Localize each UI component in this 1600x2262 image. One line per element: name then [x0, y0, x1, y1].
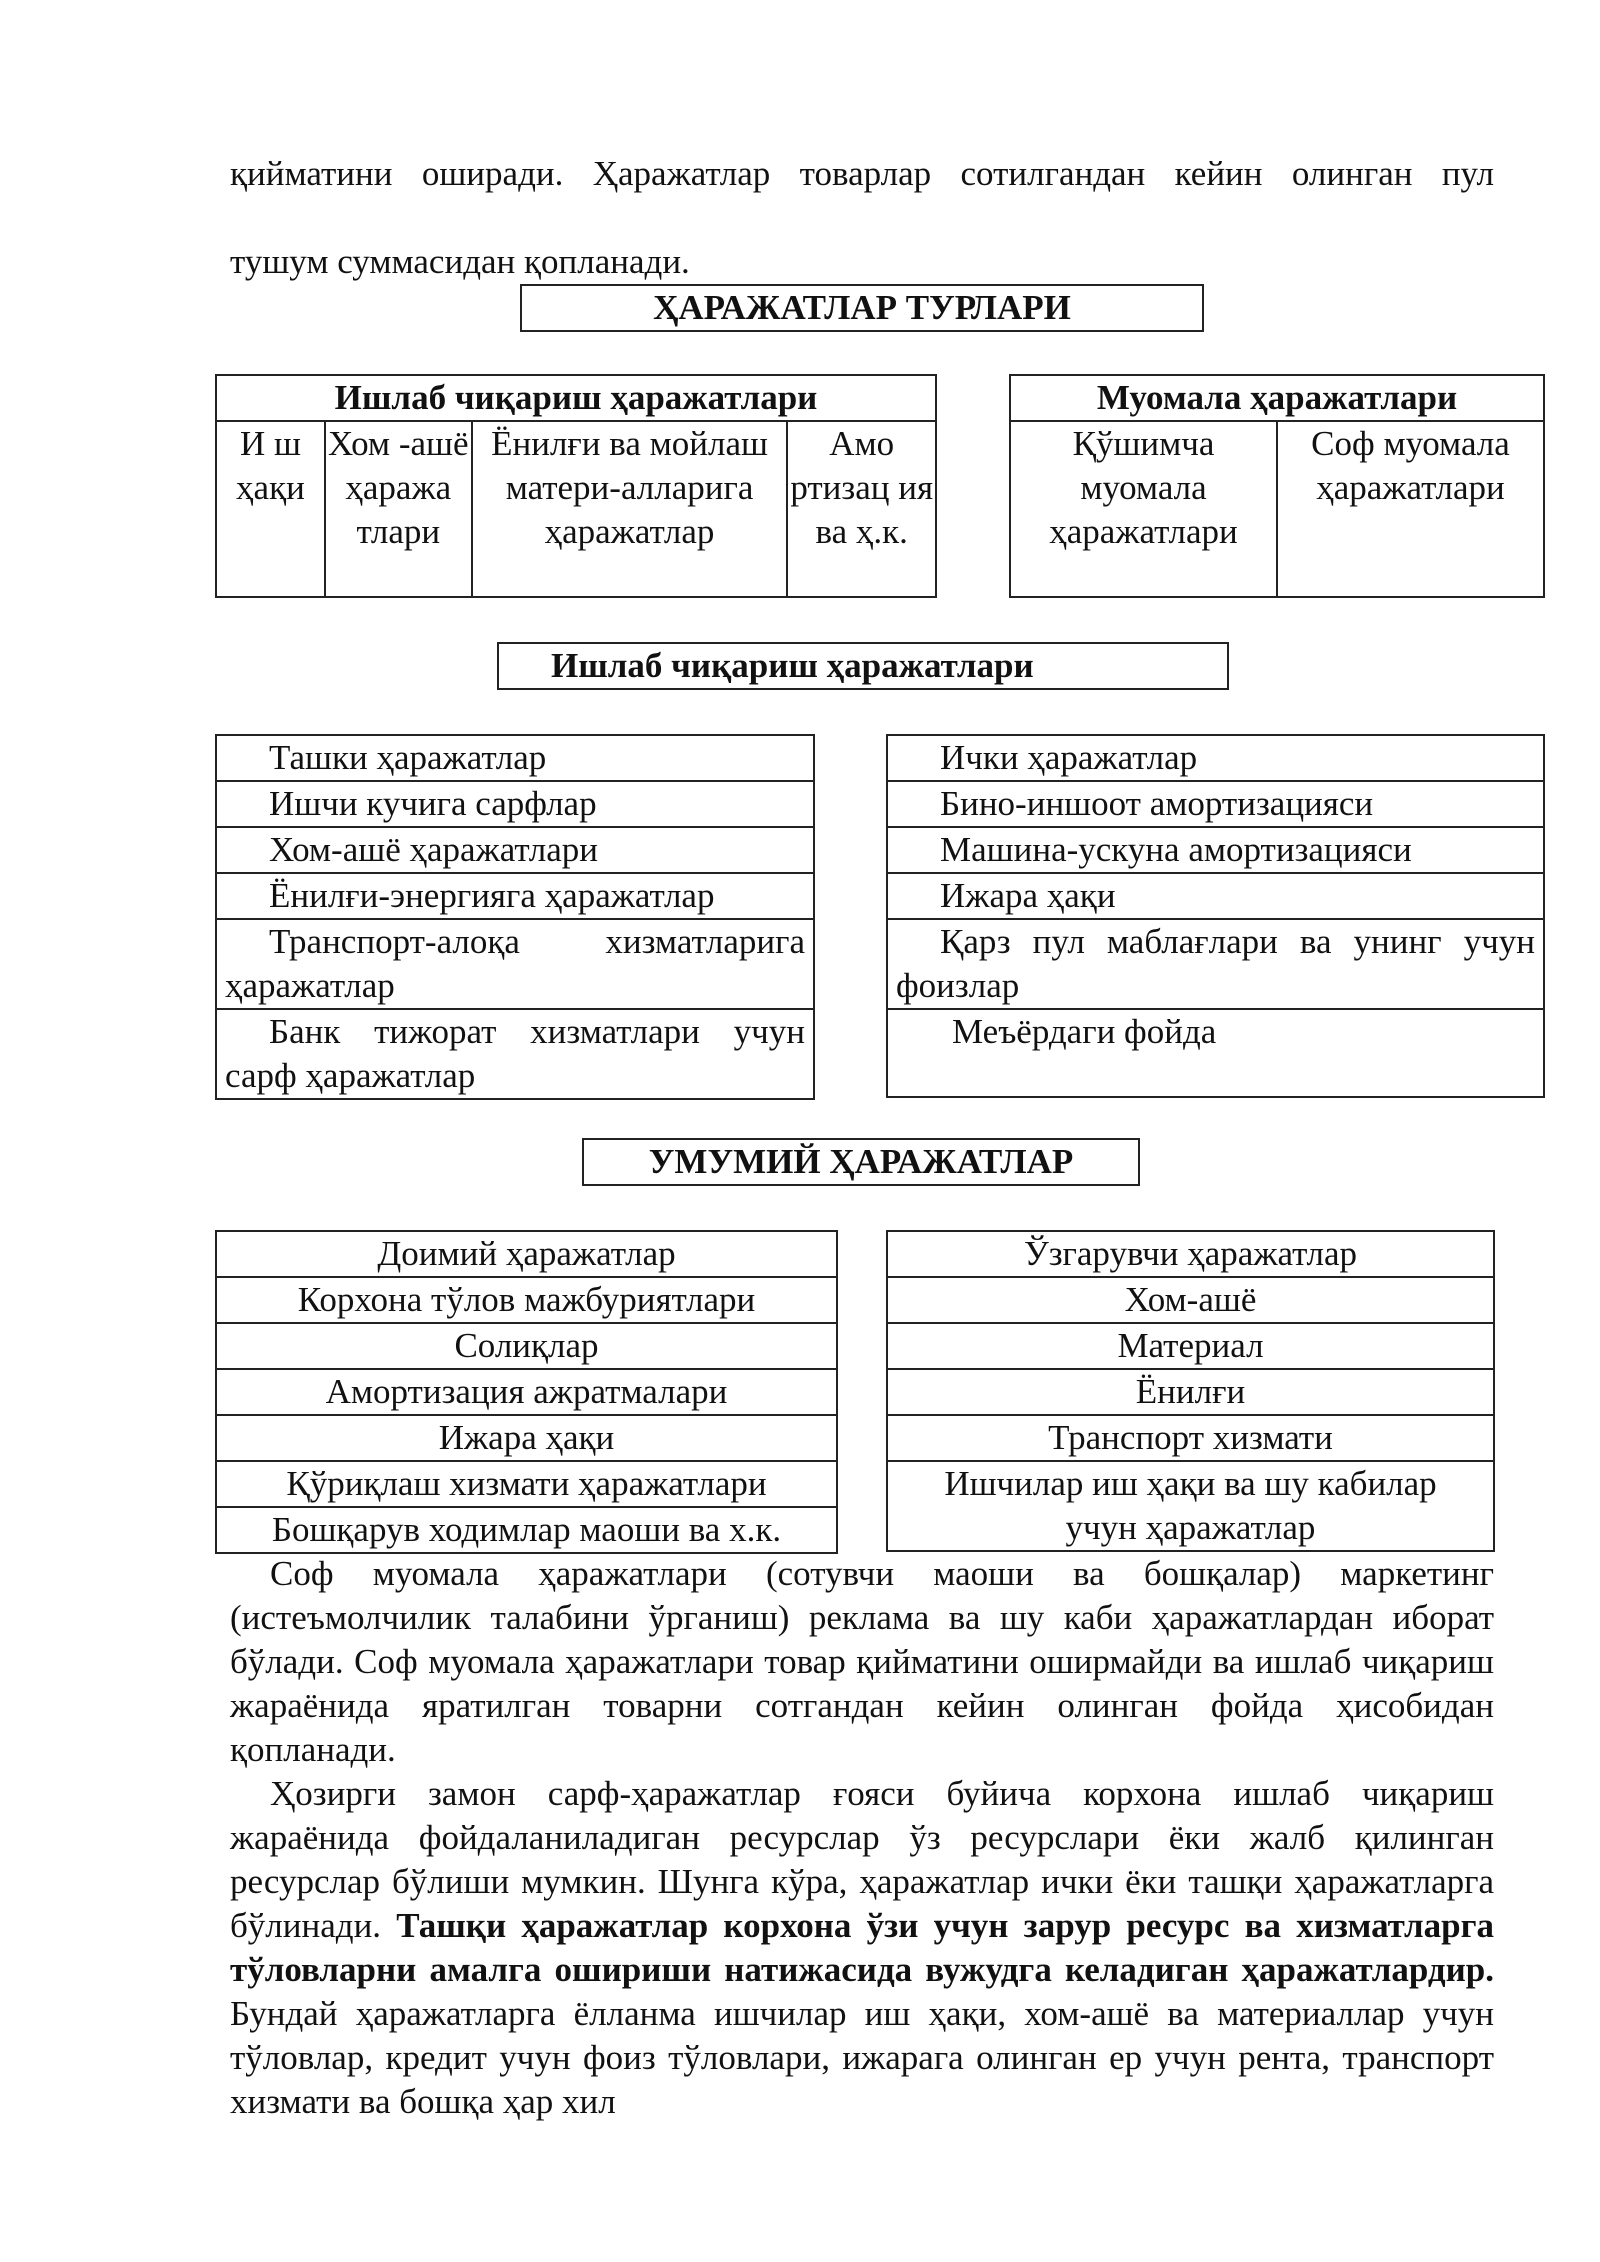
paragraph-text: Бундай ҳаражатларга ёлланма ишчилар иш ҳақи, хом-ашё ва материаллар учун тўловлар, кредит учун фоиз тўловлари, ижарага олинган ер учун рента, транспорт хизмати ва бошқа ҳар хил: [230, 1994, 1494, 2121]
title-production-costs: Ишлаб чиқариш ҳаражатлари: [497, 642, 1229, 690]
list-item: Материал: [887, 1323, 1494, 1369]
list-item: Транспорт хизмати: [887, 1415, 1494, 1461]
list-item: Ёнилғи-энергияга ҳаражатлар: [269, 876, 715, 915]
fixed-costs-table: [215, 1230, 838, 1554]
list-item: Ижара ҳақи: [216, 1415, 837, 1461]
cell-fuel: Ёнилғи ва мойлаш матери-алларига ҳаражатлар: [472, 421, 788, 597]
list-item: Машина-ускуна амортизацияси: [940, 830, 1412, 869]
paragraph: Соф муомала ҳаражатлари (сотувчи маоши ва бошқалар) маркетинг (истеъмолчилик талабини ўрганиш) реклама ва шу каби ҳаражатлардан иборат бўлади. Соф муомала ҳаражатлари товар қийматини оширмайди ва ишлаб чиқариш жараёнида яратилган товарни сотгандан кейин олинган фойда ҳисобидан қопланади.: [230, 1554, 1494, 1769]
circulation-costs-header: Муомала ҳаражатлари: [1010, 375, 1544, 421]
paragraph-bold-text: Ташқи ҳаражатлар корхона ўзи учун зарур ресурс ва хизматларга тўловларни амалга ошириши натижасида вужудга келадиган ҳаражатлардир.: [230, 1906, 1494, 1989]
list-item: Хом-ашё ҳаражатлари: [269, 830, 599, 869]
list-item: Бошқарув ходимлар маоши ва х.к.: [216, 1507, 837, 1553]
variable-costs-table: [886, 1230, 1495, 1552]
internal-costs-table: [886, 734, 1545, 1098]
paragraph: [230, 1772, 1494, 2124]
text-line: қийматини оширади. Ҳаражатлар товарлар сотилгандан кейин олинган пул: [230, 154, 1494, 193]
body-text: [230, 1552, 1494, 2124]
list-item: Қўриқлаш хизмати ҳаражатлари: [216, 1461, 837, 1507]
external-costs-table: [215, 734, 815, 1100]
list-item: Ёнилғи: [887, 1369, 1494, 1415]
top-paragraph: [230, 152, 1494, 284]
list-item: Хом-ашё: [887, 1277, 1494, 1323]
text-line: тушум суммасидан қопланади.: [230, 242, 690, 281]
list-item: Доимий ҳаражатлар: [216, 1231, 837, 1277]
cell-wages: И ш ҳақи: [216, 421, 325, 597]
list-item: Ишчилар иш ҳақи ва шу кабилар учун ҳаражатлар: [887, 1461, 1494, 1551]
cell-additional-circulation: Қўшимча муомала ҳаражатлари: [1010, 421, 1277, 597]
list-item: Меъёрдаги фойда: [952, 1012, 1217, 1051]
list-item: Ижара ҳақи: [940, 876, 1116, 915]
list-item: Ишчи кучига сарфлар: [269, 784, 597, 823]
title-general-costs: УМУМИЙ ҲАРАЖАТЛАР: [582, 1138, 1140, 1186]
list-item: Амортизация ажратмалари: [216, 1369, 837, 1415]
list-item: Транспорт-алоқа хизматларига ҳаражатлар: [225, 922, 805, 1005]
production-costs-table: [215, 374, 937, 598]
circulation-costs-table: [1009, 374, 1545, 598]
title-cost-types: ҲАРАЖАТЛАР ТУРЛАРИ: [520, 284, 1204, 332]
list-item: Бино-иншоот амортизацияси: [940, 784, 1374, 823]
list-item: Ўзгарувчи ҳаражатлар: [887, 1231, 1494, 1277]
production-costs-header: Ишлаб чиқариш ҳаражатлари: [216, 375, 936, 421]
list-item: Ташки ҳаражатлар: [269, 738, 547, 777]
cell-net-circulation: Соф муомала ҳаражатлари: [1277, 421, 1544, 597]
paragraph-text: Ҳозирги замон сарф-ҳаражатлар ғояси буйича корхона ишлаб чиқариш жараёнида фойдаланиладиган ресурслар ўз ресурслари ёки жалб қилинган ресурслар бўлиши мумкин. Шунга кўра, ҳаражатлар ички ёки ташқи ҳаражатларга бўлинади.: [230, 1774, 1494, 1945]
list-item: Қарз пул маблағлари ва унинг учун фоизлар: [896, 922, 1535, 1005]
list-item: Ички ҳаражатлар: [940, 738, 1198, 777]
list-item: Банк тижорат хизматлари учун сарф ҳаражатлар: [225, 1012, 805, 1095]
cell-raw-materials: Хом -ашё ҳаража тлари: [325, 421, 472, 597]
cell-amortization: Амо ртизац ия ва ҳ.к.: [787, 421, 936, 597]
list-item: Корхона тўлов мажбуриятлари: [216, 1277, 837, 1323]
list-item: Солиқлар: [216, 1323, 837, 1369]
